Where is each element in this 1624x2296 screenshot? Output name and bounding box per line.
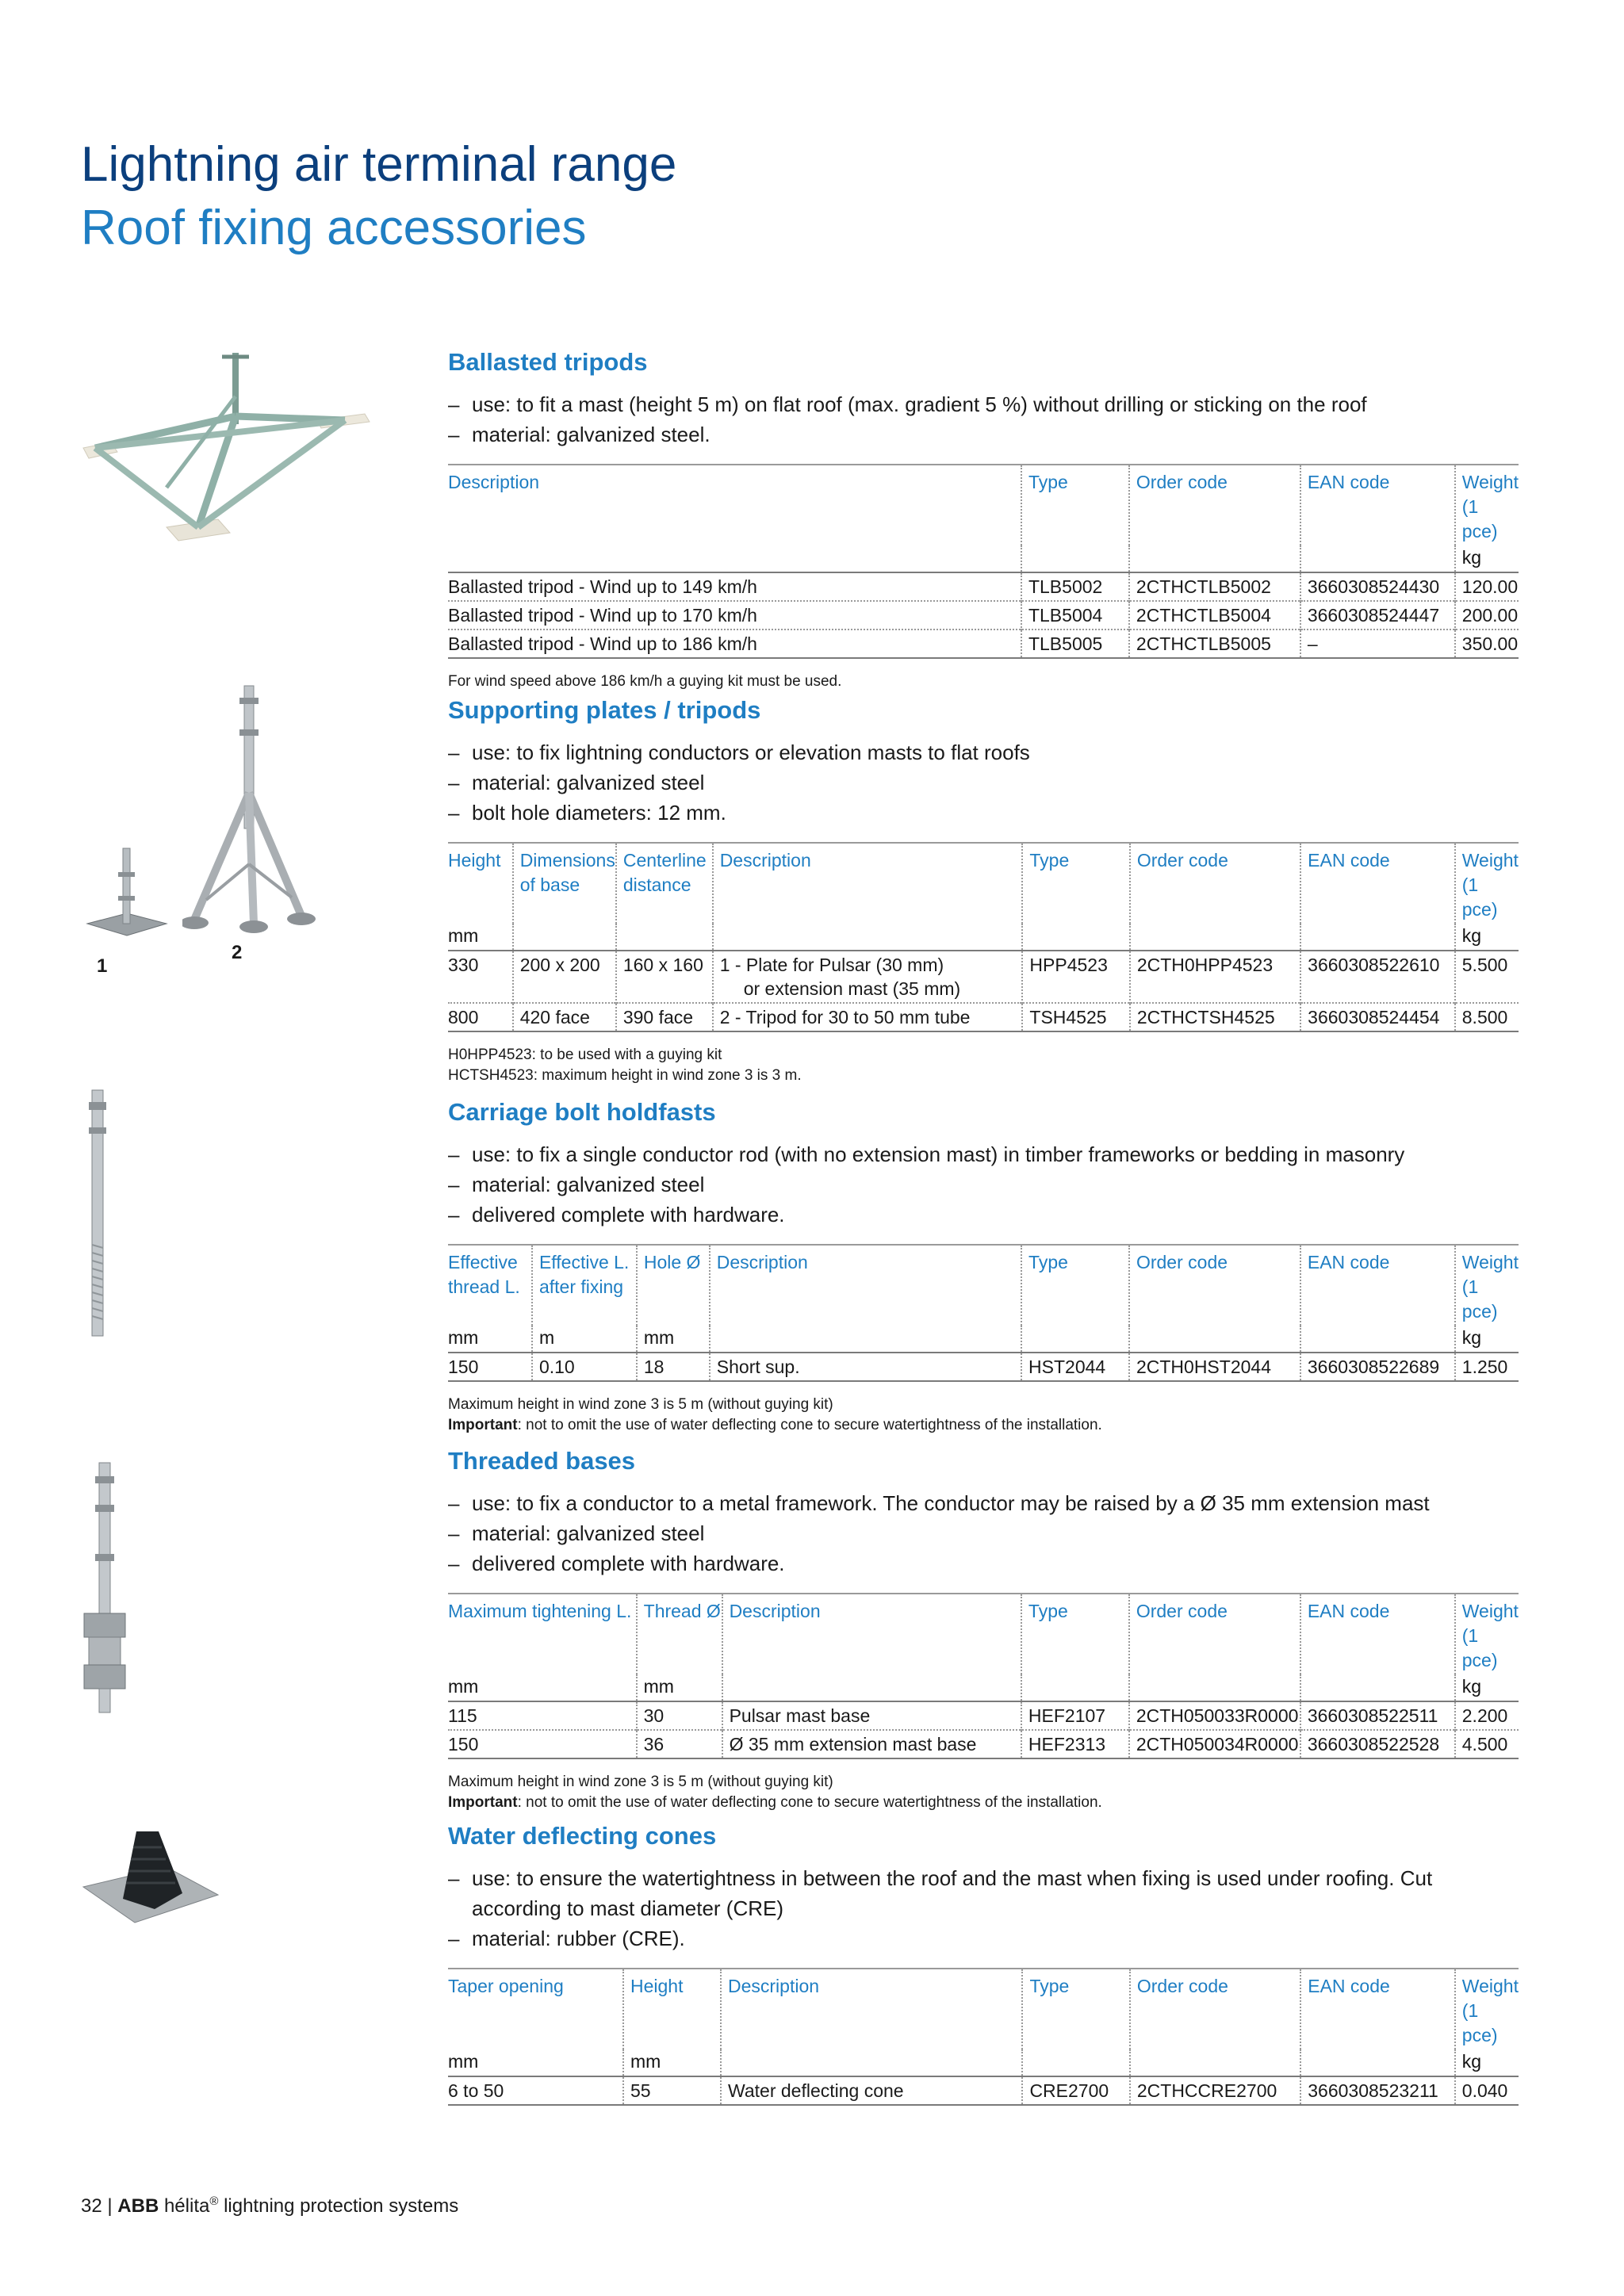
unit-cell [1300, 2049, 1455, 2076]
table-note: HCTSH4523: maximum height in wind zone 3 is 3 m. [448, 1067, 802, 1084]
brand-name: ABB [117, 2195, 159, 2217]
spec-table [448, 1244, 1519, 1382]
bullet-item: – material: galvanized steel [448, 771, 705, 794]
figure-label-1: 1 [97, 955, 108, 977]
unit-cell [1300, 1674, 1455, 1701]
page-number: 32 [81, 2195, 102, 2217]
table-cell [713, 951, 1023, 1003]
page-subtitle: Roof fixing accessories [81, 201, 587, 255]
column-header: Thread Ø [637, 1594, 722, 1674]
section-heading: Ballasted tripods [448, 348, 648, 376]
section-ballasted-tripods [448, 346, 1519, 692]
table-cell: 55 [623, 2076, 721, 2105]
column-header: Weight (1 pce) [1455, 465, 1519, 545]
table-cell: 3660308522528 [1300, 1730, 1455, 1758]
unit-cell [1129, 1326, 1300, 1353]
table-cell: HEF2313 [1021, 1730, 1129, 1758]
table-note: Maximum height in wind zone 3 is 5 m (without guying kit) [448, 1396, 833, 1413]
bullet-item: – use: to fix a single conductor rod (with no extension mast) in timber frameworks or bedding in masonry [448, 1142, 1405, 1166]
unit-cell [1022, 924, 1129, 951]
column-header: Order code [1129, 465, 1300, 545]
unit-cell [616, 924, 713, 951]
supporting-plate-image [83, 840, 170, 943]
unit-cell [1300, 545, 1455, 572]
bullet-item: – delivered complete with hardware. [448, 1552, 785, 1575]
column-header: Height [448, 843, 513, 924]
table-cell: 18 [637, 1353, 710, 1381]
unit-cell: kg [1455, 924, 1519, 951]
spec-table [448, 464, 1519, 659]
section-heading: Supporting plates / tripods [448, 696, 761, 724]
table-cell: Ballasted tripod - Wind up to 186 km/h [448, 629, 1021, 658]
unit-cell: mm [637, 1674, 722, 1701]
unit-cell: kg [1455, 1326, 1519, 1353]
table-row [448, 2076, 1519, 2105]
unit-cell [710, 1326, 1021, 1353]
table-row [448, 1730, 1519, 1758]
column-header: Type [1022, 843, 1129, 924]
column-header: Order code [1130, 843, 1300, 924]
table-cell: 36 [637, 1730, 722, 1758]
page-footer [81, 2190, 458, 2218]
table-cell: 3660308524430 [1300, 572, 1455, 601]
unit-cell [722, 1674, 1021, 1701]
footer-text: lightning protection systems [224, 2195, 459, 2217]
column-header: Height [623, 1969, 721, 2049]
unit-cell: mm [448, 1327, 479, 1348]
table-cell: 2.200 [1455, 1701, 1519, 1730]
table-cell: 0.040 [1455, 2076, 1519, 2105]
table-cell: TLB5005 [1021, 629, 1129, 658]
section-heading: Water deflecting cones [448, 1822, 717, 1850]
table-cell: 2CTH0HST2044 [1129, 1353, 1300, 1381]
table-cell: 2CTHCTSH4525 [1130, 1003, 1300, 1031]
unit-cell [448, 545, 1021, 572]
column-header: Hole Ø [637, 1245, 710, 1326]
description-continuation: or extension mast (35 mm) [743, 978, 961, 999]
unit-cell [1022, 2049, 1129, 2076]
table-cell: 1.250 [1455, 1353, 1519, 1381]
unit-cell [513, 924, 616, 951]
table-cell: 2 - Tripod for 30 to 50 mm tube [713, 1003, 1023, 1031]
section-heading: Carriage bolt holdfasts [448, 1098, 716, 1126]
unit-cell: mm [623, 2049, 721, 2076]
carriage-bolt-image [79, 1086, 127, 1348]
table-notes [448, 1772, 1519, 1813]
unit-cell: kg [1455, 1674, 1519, 1701]
column-header: EAN code [1300, 843, 1455, 924]
column-header: Type [1021, 1245, 1129, 1326]
table-cell: TSH4525 [1022, 1003, 1129, 1031]
column-header: Description [448, 465, 1021, 545]
table-cell: Ballasted tripod - Wind up to 149 km/h [448, 572, 1021, 601]
table-notes [448, 1045, 1519, 1086]
registered-mark: ® [209, 2195, 219, 2208]
table-row [448, 1353, 1519, 1381]
table-cell: 800 [448, 1003, 513, 1031]
unit-cell [1021, 1674, 1129, 1701]
table-cell: – [1300, 629, 1455, 658]
column-header: EAN code [1300, 465, 1455, 545]
important-note [448, 1793, 1519, 1813]
column-header: Weight (1 pce) [1455, 1969, 1519, 2049]
table-row [448, 1003, 1519, 1031]
unit-cell [1021, 1326, 1129, 1353]
table-cell: 2CTHCTLB5005 [1129, 629, 1300, 658]
column-header: Description [713, 843, 1023, 924]
column-header: Order code [1129, 1594, 1300, 1674]
table-cell: 3660308524447 [1300, 601, 1455, 629]
figure-label-2: 2 [232, 942, 243, 963]
table-cell: 160 x 160 [616, 951, 713, 1003]
column-header: EAN code [1300, 1245, 1455, 1326]
table-cell: 3660308522610 [1300, 951, 1455, 1003]
column-header: Taper opening [448, 1969, 623, 2049]
section-water-cones [448, 1820, 1519, 2106]
table-cell: HST2044 [1021, 1353, 1129, 1381]
table-cell: 2CTH050033R0000 [1129, 1701, 1300, 1730]
column-header: Effective L. after fixing [532, 1245, 637, 1326]
table-note: For wind speed above 186 km/h a guying kit must be used. [448, 673, 842, 690]
table-cell: 330 [448, 951, 513, 1003]
table-cell: 2CTHCCRE2700 [1130, 2076, 1300, 2105]
unit-cell [1129, 1674, 1300, 1701]
column-header: Description [710, 1245, 1021, 1326]
table-cell: 390 face [616, 1003, 713, 1031]
unit-cell [713, 924, 1023, 951]
table-cell: TLB5002 [1021, 572, 1129, 601]
description-line: 1 - Plate for Pulsar (30 mm) [719, 955, 944, 975]
table-row [448, 572, 1519, 601]
unit-cell: kg [1455, 2049, 1519, 2076]
supporting-tripod-image [182, 682, 317, 936]
table-cell: HPP4523 [1022, 951, 1129, 1003]
important-note [448, 1415, 1519, 1436]
unit-cell [1300, 1326, 1455, 1353]
unit-cell [721, 2049, 1022, 2076]
table-cell: 2CTH0HPP4523 [1130, 951, 1300, 1003]
table-cell: Water deflecting cone [721, 2076, 1022, 2105]
unit-cell: m [532, 1326, 637, 1353]
table-cell: 115 [448, 1701, 637, 1730]
table-row [448, 1701, 1519, 1730]
table-cell: 200 x 200 [513, 951, 616, 1003]
bullet-item: – use: to fix a conductor to a metal framework. The conductor may be raised by a Ø 35 mm extension mast [448, 1491, 1430, 1515]
table-cell: 3660308522689 [1300, 1353, 1455, 1381]
water-cone-image [79, 1823, 222, 1934]
table-cell: 420 face [513, 1003, 616, 1031]
important-text: : not to omit the use of water deflecting cone to secure watertightness of the installation. [517, 1417, 1102, 1433]
ballasted-tripod-image [79, 349, 381, 563]
unit-cell: kg [1455, 545, 1519, 572]
bullet-item: – bolt hole diameters: 12 mm. [448, 801, 726, 825]
bullet-item: – material: rubber (CRE). [448, 1927, 685, 1950]
table-cell: CRE2700 [1022, 2076, 1129, 2105]
table-cell: 0.10 [532, 1353, 637, 1381]
unit-cell [1130, 924, 1300, 951]
table-cell: 350.00 [1455, 629, 1519, 658]
column-header: Maximum tightening L. [448, 1594, 637, 1674]
important-text: : not to omit the use of water deflecting cone to secure watertightness of the installation. [517, 1794, 1102, 1811]
column-header: Dimensions of base [513, 843, 616, 924]
table-cell: 3660308523211 [1300, 2076, 1455, 2105]
table-cell: Ø 35 mm extension mast base [722, 1730, 1021, 1758]
important-label: Important [448, 1794, 518, 1811]
table-cell: 30 [637, 1701, 722, 1730]
important-label: Important [448, 1417, 518, 1433]
table-cell: 6 to 50 [448, 2076, 623, 2105]
column-header: Order code [1129, 1245, 1300, 1326]
threaded-base-image [73, 1459, 136, 1720]
table-cell: 2CTHCTLB5004 [1129, 601, 1300, 629]
column-header: EAN code [1300, 1594, 1455, 1674]
unit-cell: mm [448, 925, 479, 946]
section-carriage-bolt [448, 1096, 1519, 1436]
column-header: EAN code [1300, 1969, 1455, 2049]
unit-cell: mm [448, 2051, 479, 2072]
table-cell: 2CTHCTLB5002 [1129, 572, 1300, 601]
column-header: Weight (1 pce) [1455, 1245, 1519, 1326]
column-header: Type [1021, 465, 1129, 545]
column-header: Description [722, 1594, 1021, 1674]
bullet-item: – material: galvanized steel. [448, 423, 710, 446]
table-cell: 8.500 [1455, 1003, 1519, 1031]
table-cell: 150 [448, 1730, 637, 1758]
table-row [448, 629, 1519, 658]
product-name: hélita [163, 2195, 210, 2217]
footer-separator: | [107, 2195, 113, 2217]
unit-cell [1300, 924, 1455, 951]
bullet-item: – use: to fix lightning conductors or elevation masts to flat roofs [448, 740, 1030, 764]
table-note: H0HPP4523: to be used with a guying kit [448, 1047, 722, 1063]
table-cell: HEF2107 [1021, 1701, 1129, 1730]
column-header: Description [721, 1969, 1022, 2049]
bullet-item: – material: galvanized steel [448, 1521, 705, 1545]
unit-cell [1021, 545, 1129, 572]
page-title: Lightning air terminal range [81, 137, 677, 192]
section-supporting-plates [448, 695, 1519, 1086]
unit-cell [1130, 2049, 1300, 2076]
spec-table [448, 1968, 1519, 2106]
table-cell: 2CTH050034R0000 [1129, 1730, 1300, 1758]
column-header: Effective thread L. [448, 1245, 532, 1326]
table-cell: 5.500 [1455, 951, 1519, 1003]
unit-cell [1129, 545, 1300, 572]
table-cell: 3660308522511 [1300, 1701, 1455, 1730]
table-cell: TLB5004 [1021, 601, 1129, 629]
column-header: Centerline distance [616, 843, 713, 924]
table-cell: 4.500 [1455, 1730, 1519, 1758]
table-row [448, 951, 1519, 1003]
column-header: Order code [1130, 1969, 1300, 2049]
unit-cell: mm [448, 1676, 479, 1697]
section-heading: Threaded bases [448, 1447, 636, 1475]
column-header: Weight (1 pce) [1455, 1594, 1519, 1674]
table-notes [448, 1395, 1519, 1436]
table-cell: 200.00 [1455, 601, 1519, 629]
table-cell: Pulsar mast base [722, 1701, 1021, 1730]
table-cell: Short sup. [710, 1353, 1021, 1381]
spec-table [448, 842, 1519, 1032]
spec-table [448, 1593, 1519, 1759]
section-threaded-bases [448, 1445, 1519, 1813]
table-cell: 3660308524454 [1300, 1003, 1455, 1031]
table-note: Maximum height in wind zone 3 is 5 m (without guying kit) [448, 1774, 833, 1790]
table-cell: Ballasted tripod - Wind up to 170 km/h [448, 601, 1021, 629]
bullet-item: – delivered complete with hardware. [448, 1203, 785, 1226]
bullet-item: – use: to ensure the watertightness in between the roof and the mast when fixing is used under roofing. Cut according to mast diameter (CRE) [448, 1866, 1433, 1920]
table-cell: 120.00 [1455, 572, 1519, 601]
table-row [448, 601, 1519, 629]
column-header: Weight (1 pce) [1455, 843, 1519, 924]
bullet-item: – use: to fit a mast (height 5 m) on flat roof (max. gradient 5 %) without drilling or sticking on the roof [448, 392, 1367, 416]
table-cell: 150 [448, 1353, 532, 1381]
column-header: Type [1022, 1969, 1129, 2049]
unit-cell: mm [637, 1326, 710, 1353]
column-header: Type [1021, 1594, 1129, 1674]
bullet-item: – material: galvanized steel [448, 1173, 705, 1196]
